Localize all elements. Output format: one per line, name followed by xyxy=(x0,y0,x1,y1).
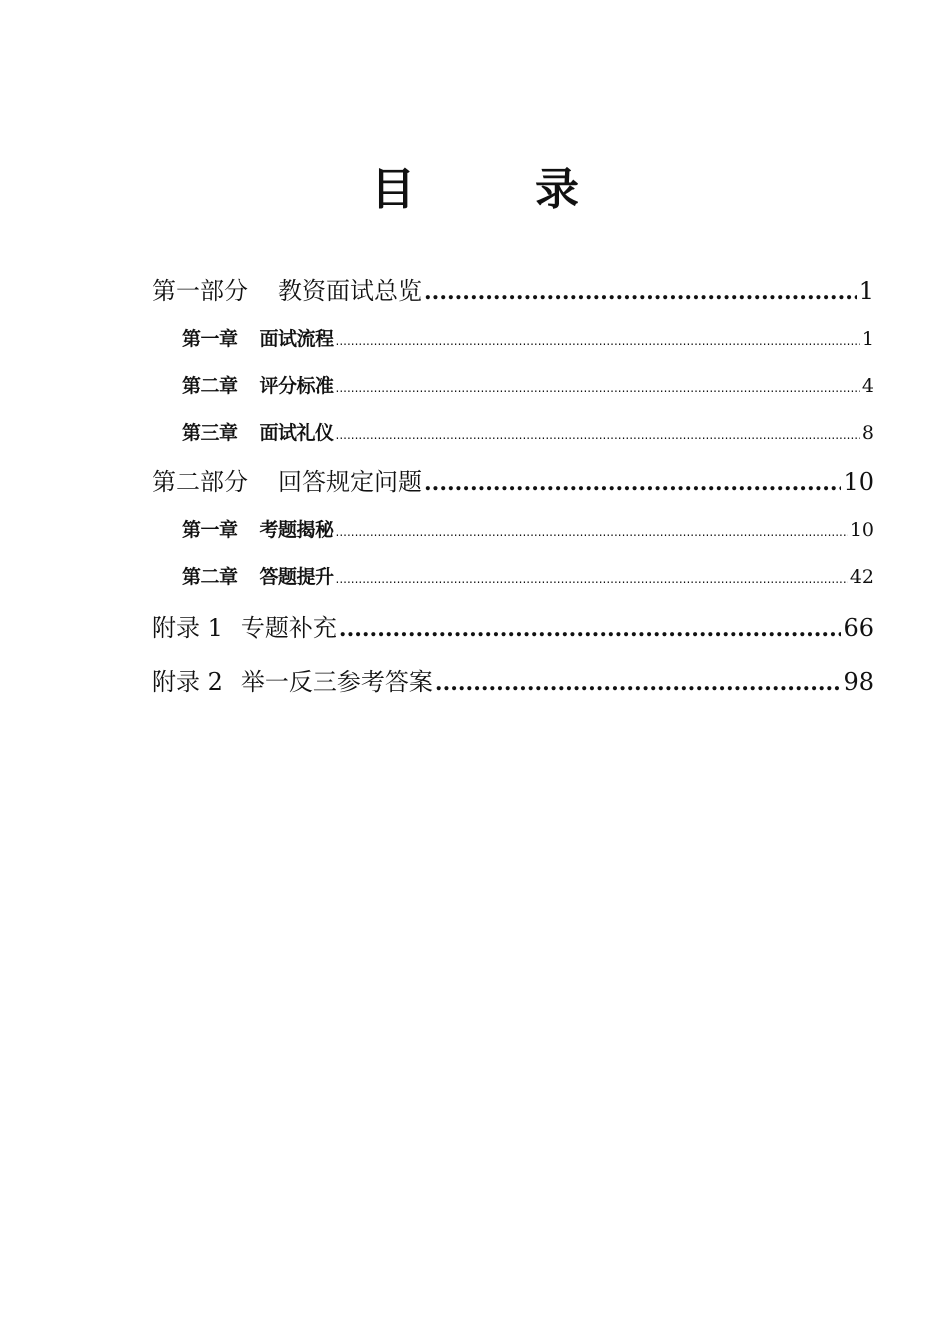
toc-entry-prefix: 第一部分 xyxy=(152,277,248,305)
toc-entry-part-2[interactable] xyxy=(152,457,874,507)
toc-entry-label xyxy=(152,457,422,507)
dot-leader xyxy=(336,365,860,412)
toc-entry-label xyxy=(182,554,334,601)
dot-leader xyxy=(424,458,841,508)
dot-leader xyxy=(339,602,842,656)
toc-entry-prefix: 第一章 xyxy=(182,328,238,350)
toc-entry-label xyxy=(152,601,337,655)
toc-entry-prefix: 附录 1 xyxy=(152,614,223,642)
toc-entry-chapter[interactable] xyxy=(152,507,874,554)
toc-entry-label xyxy=(152,266,422,316)
toc-page-number: 1 xyxy=(858,277,874,305)
toc-entry-text: 答题提升 xyxy=(259,566,334,588)
toc-entry-chapter[interactable] xyxy=(152,363,874,410)
toc-entry-label xyxy=(182,363,334,410)
dot-leader xyxy=(435,656,842,710)
toc-entry-prefix: 附录 2 xyxy=(152,668,223,696)
toc-entry-chapter[interactable] xyxy=(152,410,874,457)
toc-entry-part-1[interactable] xyxy=(152,266,874,316)
toc-entry-chapter[interactable] xyxy=(152,316,874,363)
toc-page-number: 42 xyxy=(849,566,874,588)
dot-leader xyxy=(336,556,848,603)
toc-entry-chapter[interactable] xyxy=(152,554,874,601)
dot-leader xyxy=(336,318,860,365)
toc-entry-text: 回答规定问题 xyxy=(278,468,422,496)
toc-entry-text: 评分标准 xyxy=(259,375,334,397)
toc-title: 目 录 xyxy=(371,164,617,215)
toc-entry-label xyxy=(152,655,433,709)
toc-entry-prefix: 第二章 xyxy=(182,566,238,588)
toc-entry-label xyxy=(182,507,334,554)
toc-page-number: 10 xyxy=(849,519,874,541)
toc-entry-prefix: 第一章 xyxy=(182,519,238,541)
toc-entry-text: 专题补充 xyxy=(240,614,337,642)
toc-entry-prefix: 第二章 xyxy=(182,375,238,397)
table-of-contents xyxy=(152,266,874,709)
dot-leader xyxy=(336,412,860,459)
toc-entry-prefix: 第二部分 xyxy=(152,468,248,496)
dot-leader xyxy=(336,509,848,556)
toc-entry-appendix-1[interactable] xyxy=(152,601,874,655)
toc-entry-prefix: 第三章 xyxy=(182,422,238,444)
toc-entry-text: 教资面试总览 xyxy=(278,277,422,305)
toc-entry-text: 考题揭秘 xyxy=(259,519,334,541)
toc-entry-text: 面试流程 xyxy=(259,328,334,350)
toc-page-number: 66 xyxy=(843,614,874,642)
toc-page-number: 8 xyxy=(861,422,874,444)
toc-entry-text: 举一反三参考答案 xyxy=(240,668,433,696)
toc-page-number: 4 xyxy=(861,375,874,397)
toc-entry-text: 面试礼仪 xyxy=(259,422,334,444)
toc-entry-label xyxy=(182,410,334,457)
toc-page-number: 10 xyxy=(843,468,874,496)
toc-entry-label xyxy=(182,316,334,363)
dot-leader xyxy=(424,267,857,317)
toc-page-number: 1 xyxy=(861,328,874,350)
toc-page-number: 98 xyxy=(843,668,874,696)
toc-entry-appendix-2[interactable] xyxy=(152,655,874,709)
